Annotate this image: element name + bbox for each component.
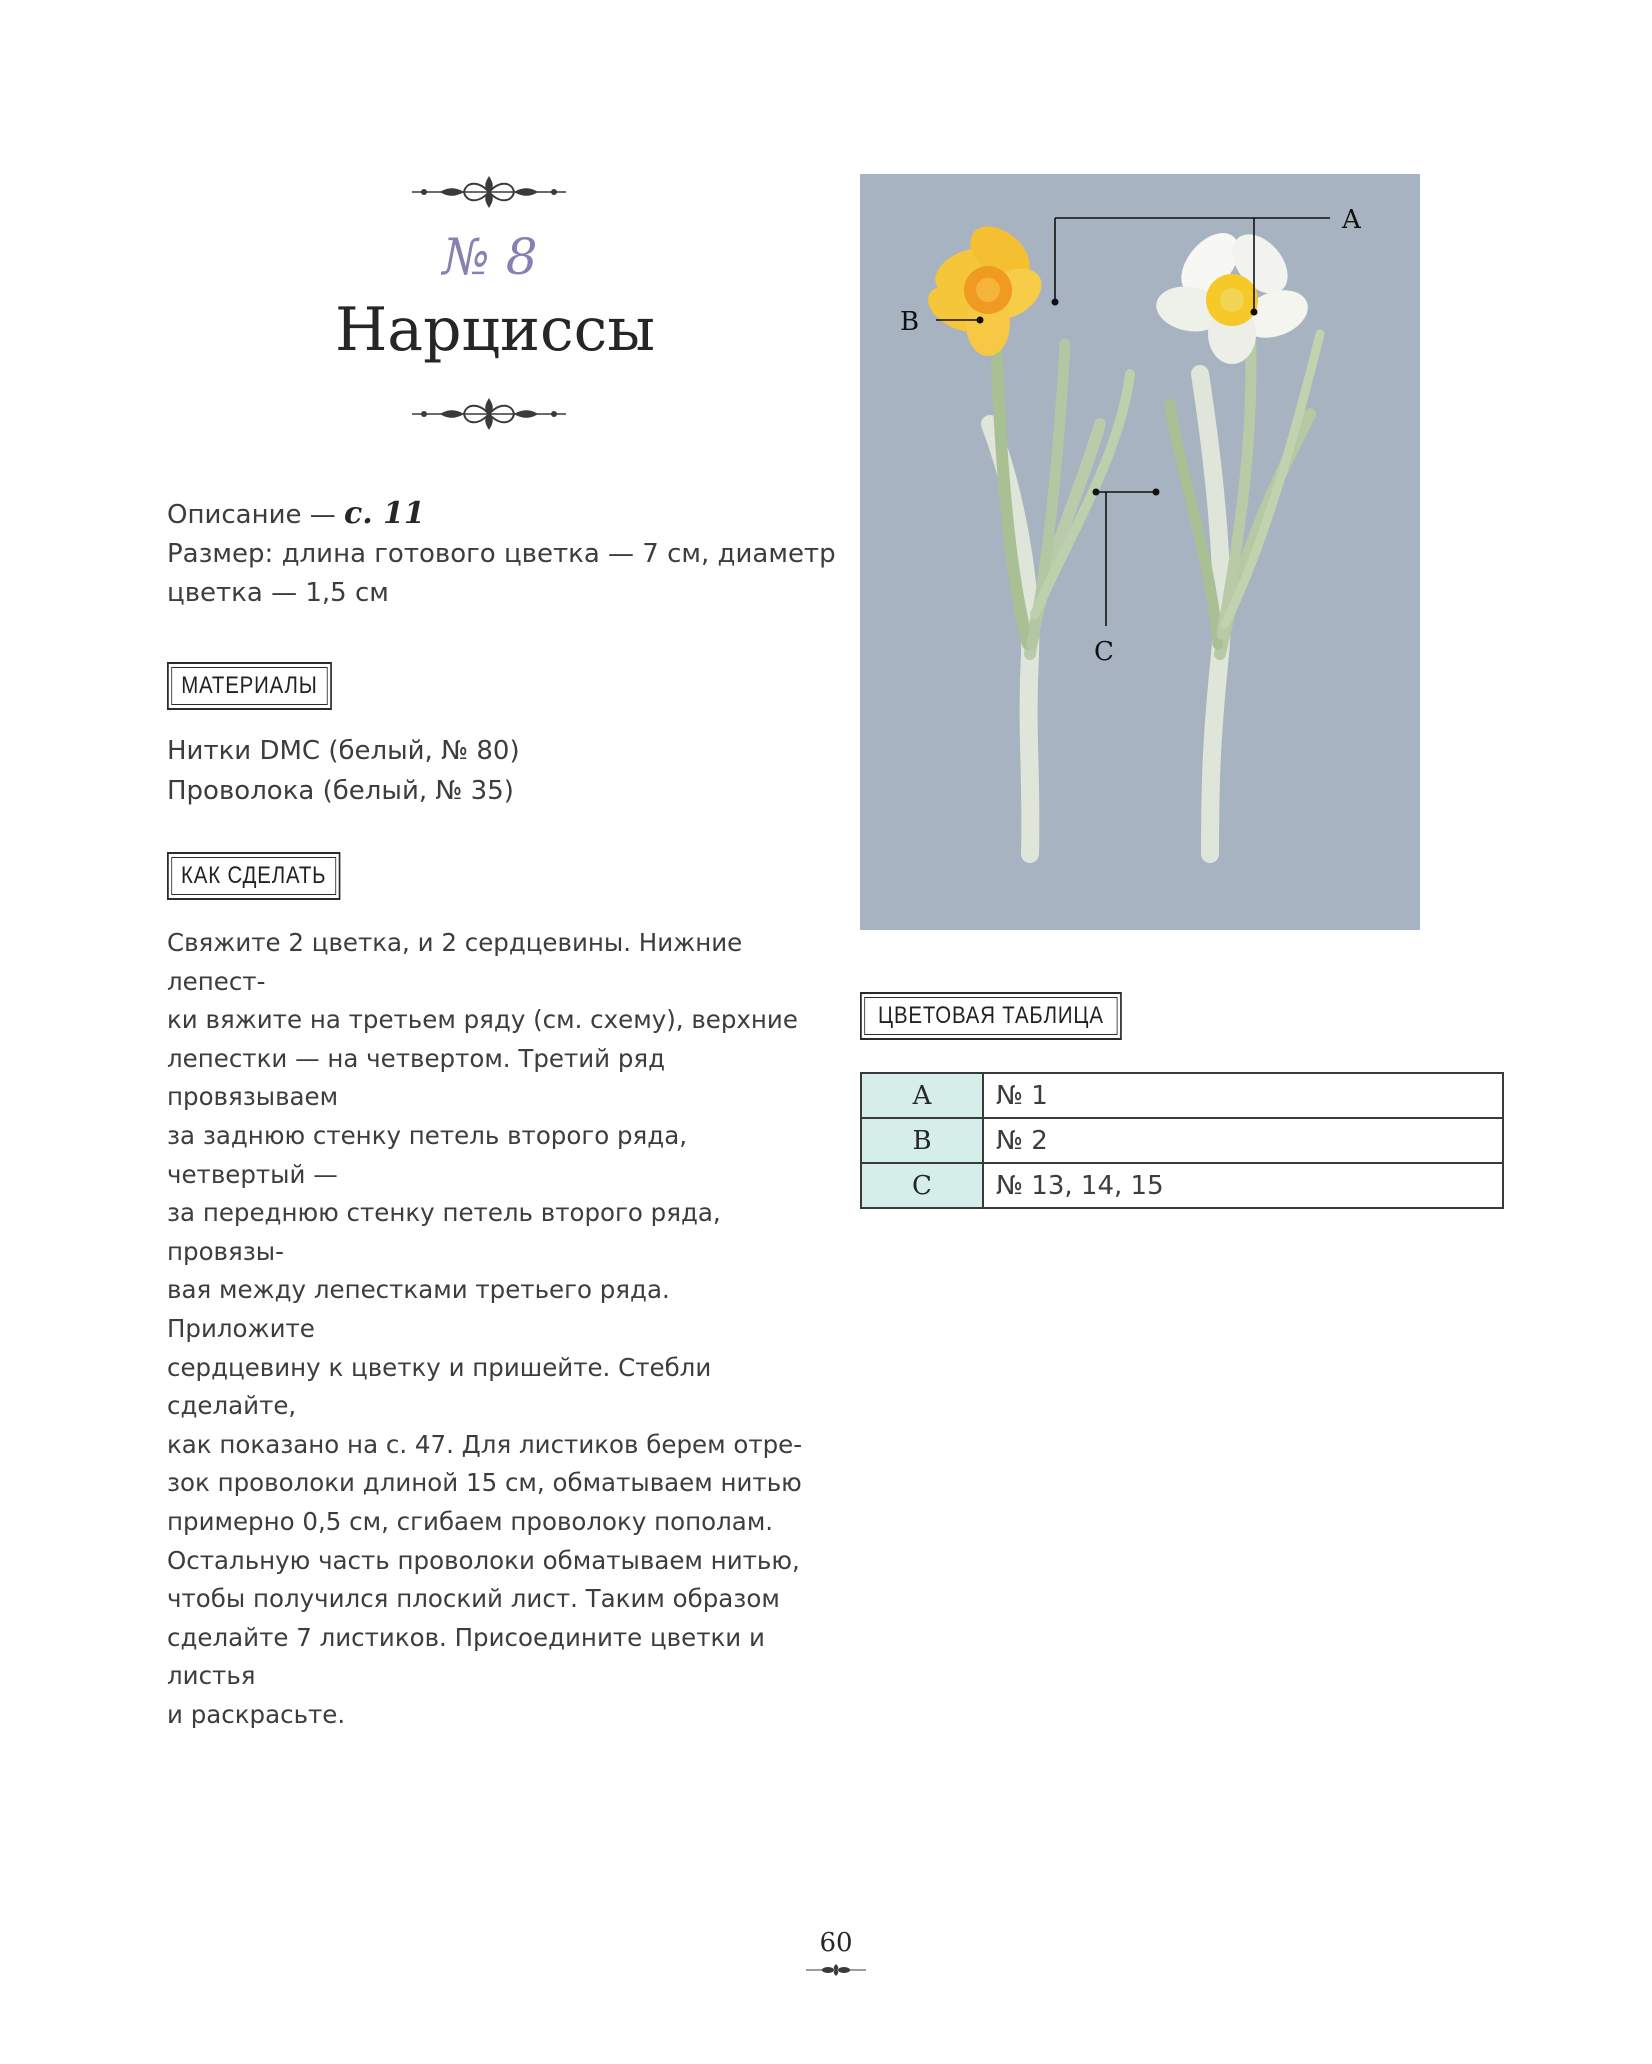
description-block bbox=[167, 494, 836, 613]
color-value: № 1 bbox=[983, 1073, 1503, 1118]
material-item: Нитки DMC (белый, № 80) bbox=[167, 736, 520, 766]
instruction-line: сердцевину к цветку и пришейте. Стебли сделайте, bbox=[167, 1352, 712, 1421]
table-row bbox=[861, 1118, 1503, 1163]
photo-label-c: C bbox=[1094, 637, 1114, 667]
title-ornament-icon bbox=[410, 394, 568, 434]
page-number: 60 bbox=[819, 1928, 853, 1958]
photo-label-a: A bbox=[1342, 205, 1361, 235]
page-number-ornament-icon bbox=[804, 1962, 868, 1978]
color-key: C bbox=[861, 1163, 983, 1208]
color-value: № 13, 14, 15 bbox=[983, 1163, 1503, 1208]
instruction-line: за переднюю стенку петель второго ряда, провязы- bbox=[167, 1198, 721, 1266]
instruction-line: вая между лепестками третьего ряда. Приложите bbox=[167, 1275, 670, 1343]
description-reference: Описание — с. 11 bbox=[167, 496, 425, 531]
color-table-heading: ЦВЕТОВАЯ ТАБЛИЦА bbox=[860, 992, 1122, 1040]
instruction-line: Свяжите 2 цветка, и 2 сердцевины. Нижние лепест- bbox=[167, 928, 743, 996]
color-value: № 2 bbox=[983, 1118, 1503, 1163]
table-row bbox=[861, 1163, 1503, 1208]
materials-heading: МАТЕРИАЛЫ bbox=[167, 662, 332, 710]
color-key: A bbox=[861, 1073, 983, 1118]
instruction-line: сделайте 7 листиков. Присоедините цветки и листья bbox=[167, 1622, 765, 1691]
size-line-2: цветка — 1,5 см bbox=[167, 578, 389, 608]
instruction-line: чтобы получился плоский лист. Таким образом bbox=[167, 1584, 780, 1614]
size-line-1: Размер: длина готового цветка — 7 см, диаметр bbox=[167, 539, 836, 569]
top-ornament-icon bbox=[410, 172, 568, 212]
instruction-line: Остальную часть проволоки обматываем нитью, bbox=[167, 1545, 800, 1575]
instruction-line: лепестки — на четвертом. Третий ряд провязываем bbox=[167, 1043, 666, 1112]
howto-heading: КАК СДЕЛАТЬ bbox=[167, 852, 340, 900]
materials-list bbox=[167, 731, 520, 811]
material-item: Проволока (белый, № 35) bbox=[167, 776, 514, 806]
instruction-line: ки вяжите на третьем ряду (см. схему), верхние bbox=[167, 1005, 798, 1035]
pattern-number: № 8 bbox=[442, 228, 538, 286]
table-row bbox=[861, 1073, 1503, 1118]
instruction-line: за заднюю стенку петель второго ряда, четвертый — bbox=[167, 1120, 688, 1189]
reference-page: с. 11 bbox=[344, 496, 425, 531]
instruction-line: примерно 0,5 см, сгибаем проволоку пополам. bbox=[167, 1506, 774, 1536]
instruction-line: как показано на с. 47. Для листиков берем отре- bbox=[167, 1429, 803, 1459]
color-key: B bbox=[861, 1118, 983, 1163]
howto-instructions bbox=[167, 924, 807, 1734]
daffodils-photo bbox=[860, 174, 1420, 930]
instruction-line: зок проволоки длиной 15 см, обматываем нитью bbox=[167, 1468, 802, 1498]
instruction-line: и раскрасьте. bbox=[167, 1699, 346, 1729]
page-title: Нарциссы bbox=[334, 295, 656, 365]
color-table bbox=[860, 1072, 1504, 1209]
photo-label-b: B bbox=[900, 307, 920, 337]
